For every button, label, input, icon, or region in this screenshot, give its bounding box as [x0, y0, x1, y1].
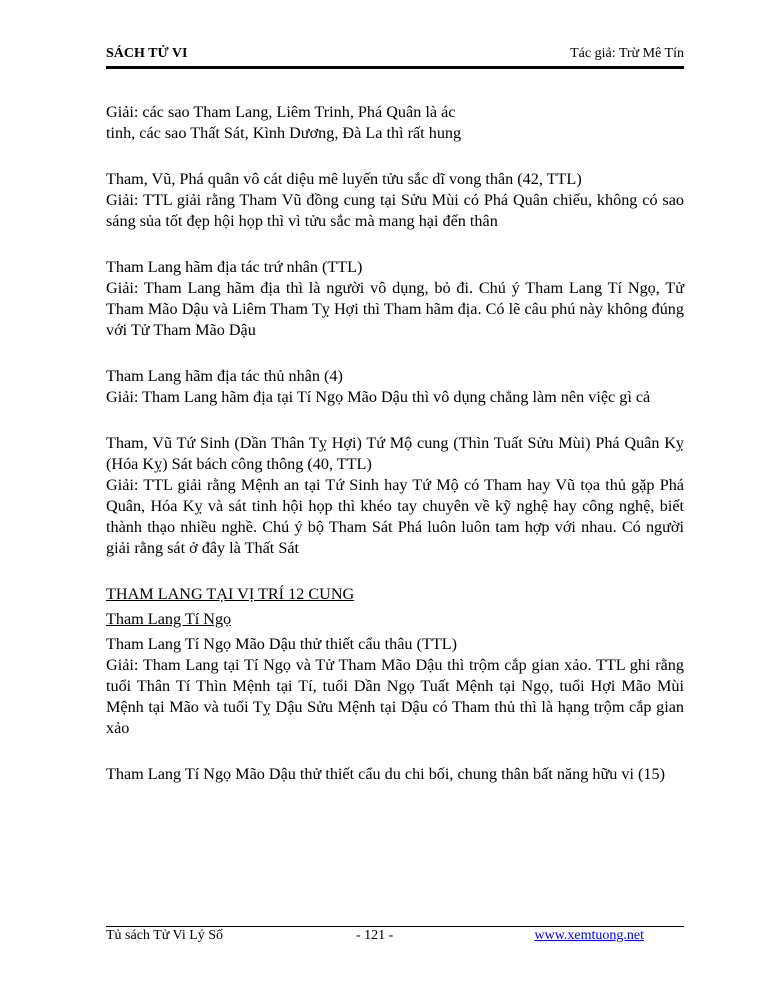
verse-explanation: Giải: Tham Lang hãm địa tại Tí Ngọ Mão Dậu thì vô dụng chẳng làm nên việc gì cả — [106, 388, 651, 406]
text-line: Giải: các sao Tham Lang, Liêm Trinh, Phá Quân là ác — [106, 103, 456, 121]
verse-explanation: Giải: Tham Lang tại Tí Ngọ và Tử Tham Mão Dậu thì trộm cắp gian xảo. TTL ghi rằng tuổi Thân Tí Thìn Mệnh tại Tí, tuổi Dần Ngọ Tuất Mệnh tại Ngọ, tuổi Hợi Mão Mùi Mệnh tại Mão và tuổi Tỵ Dậu Sửu Mệnh tại Dậu có Tham thủ thì là hạng trộm cắp gian xảo — [106, 656, 684, 737]
page-footer — [106, 926, 684, 947]
verse-block — [106, 433, 684, 559]
verse-explanation: Giải: TTL giải rằng Mệnh an tại Tứ Sinh hay Tứ Mộ có Tham hay Vũ tọa thủ gặp Phá Quân, Hóa Kỵ và sát tinh hội họp thì khéo tay chuyên về kỹ nghệ hay công nghệ, biết thành thạo nhiều nghề. Chú ý bộ Tham Sát Phá luôn luôn tam hợp với nhau. Có người giải rằng sát ở đây là Thất Sát — [106, 476, 684, 557]
verse-title: Tham Lang Tí Ngọ Mão Dậu thử thiết cẩu du chi bối, chung thân bất năng hữu vi (15) — [106, 765, 665, 783]
verse-title: Tham Lang hãm địa tác trứ nhân (TTL) — [106, 258, 363, 276]
verse-explanation: Giải: Tham Lang hãm địa thì là người vô dụng, bỏ đi. Chú ý Tham Lang Tí Ngọ, Tử Tham Mão Dậu và Liêm Tham Tỵ Hợi thì Tham hãm địa. Có lẽ câu phú này không đúng với Tử Tham Mão Dậu — [106, 279, 684, 339]
footer-website-link[interactable]: www.xemtuong.net — [534, 928, 644, 943]
verse-block — [106, 634, 684, 739]
page-content — [106, 102, 684, 785]
section-heading: THAM LANG TẠI VỊ TRÍ 12 CUNG — [106, 585, 355, 603]
verse-title: Tham, Vũ Tứ Sinh (Dần Thân Tỵ Hợi) Tứ Mộ cung (Thìn Tuất Sửu Mùi) Phá Quân Kỵ (Hóa Kỵ) Sát bách công thông (40, TTL) — [106, 434, 684, 473]
verse-title: Tham Lang hãm địa tác thủ nhân (4) — [106, 367, 343, 385]
footer-series: Tủ sách Tử Vi Lý Số — [106, 928, 224, 943]
verse-title: Tham, Vũ, Phá quân vô cát diệu mê luyến tửu sắc dĩ vong thân (42, TTL) — [106, 170, 582, 188]
text-line: tinh, các sao Thất Sát, Kình Dương, Đà La thì rất hung — [106, 124, 462, 142]
verse-title: Tham Lang Tí Ngọ Mão Dậu thử thiết cẩu thâu (TTL) — [106, 635, 458, 653]
verse-block — [106, 257, 684, 341]
page-header — [106, 44, 684, 69]
paragraph-block — [106, 102, 684, 144]
verse-block — [106, 366, 684, 408]
verse-block — [106, 169, 684, 232]
section-subheading: Tham Lang Tí Ngọ — [106, 610, 232, 628]
page-number: - 121 - — [356, 928, 394, 943]
book-title: SÁCH TỬ VI — [106, 46, 188, 61]
author-label: Tác giả: Trừ Mê Tín — [570, 46, 684, 61]
verse-block — [106, 764, 684, 785]
verse-explanation: Giải: TTL giải rằng Tham Vũ đồng cung tại Sửu Mùi có Phá Quân chiếu, không có sao sáng sủa tốt đẹp hội họp thì vì tửu sắc mà mang hại đến thân — [106, 191, 684, 230]
